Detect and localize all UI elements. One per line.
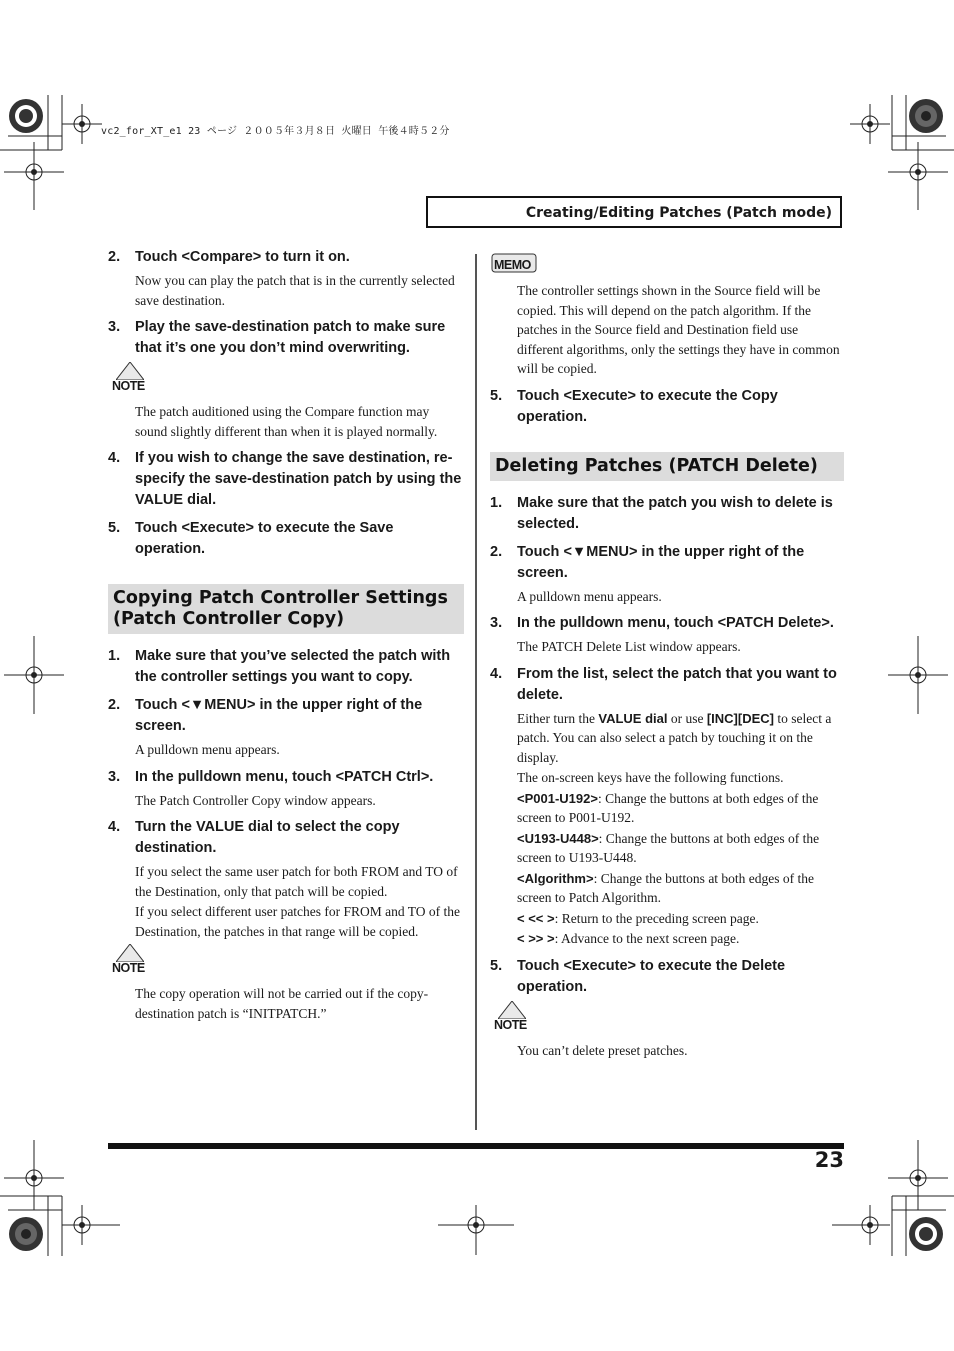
step-number: 5. <box>490 387 503 404</box>
step-number: 4. <box>108 819 121 835</box>
step-item <box>490 542 844 607</box>
print-slug: vc2_for_XT_e1 23 ページ ２００５年３月８日 火曜日 午後４時５２分 <box>101 126 450 137</box>
step-number: 2. <box>108 249 121 265</box>
key-description: < >> >: Advance to the next screen page. <box>517 931 740 946</box>
step-item <box>108 695 464 760</box>
right-column <box>490 252 844 1060</box>
key-description: <U193-U448>: Change the buttons at both edges of the screen to U193-U448. <box>517 830 820 865</box>
left-column <box>108 247 464 1023</box>
step-item <box>108 317 464 359</box>
step-instruction: Make sure that the patch you wish to delete is selected. <box>517 494 833 532</box>
step-instruction: Play the save-destination patch to make sure that it’s one you don’t mind overwriting. <box>135 319 446 356</box>
step-instruction: Turn the VALUE dial to select the copy destination. <box>135 819 400 856</box>
step-instruction: Touch <▼MENU> in the upper right of the screen. <box>517 543 805 581</box>
step-instruction: In the pulldown menu, touch <PATCH Ctrl>. <box>135 768 434 785</box>
note-icon: NOTE <box>494 1018 527 1032</box>
note-icon: NOTE <box>112 961 145 975</box>
step-instruction: Touch <Compare> to turn it on. <box>135 249 350 265</box>
page-number: 23 <box>814 1148 844 1172</box>
step-number: 3. <box>490 615 503 631</box>
step-item <box>490 613 844 657</box>
step-item <box>108 646 464 688</box>
step-body: The PATCH Delete List window appears. <box>517 639 741 654</box>
footer-rule <box>108 1143 844 1149</box>
step-number: 5. <box>108 520 121 536</box>
section-heading: Deleting Patches (PATCH Delete) <box>490 452 844 481</box>
step-item <box>490 664 844 949</box>
step-item <box>490 386 844 428</box>
memo-icon: MEMO <box>494 258 531 272</box>
step-instruction: Touch <Execute> to execute the Save operation. <box>135 520 394 557</box>
step-item <box>108 247 464 310</box>
key-description: <Algorithm>: Change the buttons at both edges of the screen to Patch Algorithm. <box>517 870 815 905</box>
key-description: < << >: Return to the preceding screen page. <box>517 910 759 926</box>
note-text: You can’t delete preset patches. <box>517 1042 688 1058</box>
section-heading: Copying Patch Controller Settings (Patch Controller Copy) <box>108 584 464 634</box>
step-body: A pulldown menu appears. <box>517 588 662 604</box>
inc-dec-label: [INC][DEC] <box>706 710 774 726</box>
step-number: 2. <box>108 697 121 713</box>
step-item <box>490 493 844 535</box>
step-instruction: Touch <▼MENU> in the upper right of the screen. <box>135 697 423 734</box>
step-number: 4. <box>490 665 503 682</box>
step-item <box>108 767 464 811</box>
step-body: Now you can play the patch that is in the currently selected save destination. <box>135 273 455 308</box>
step-number: 2. <box>490 543 503 560</box>
memo-text: The controller settings shown in the Source field will be copied. This will depend on the patch algorithm. If the patches in the Source field and Destination field use different algorithms, only the settings they have in common will be copied. <box>517 283 840 376</box>
step-item <box>490 956 844 998</box>
key-description: <P001-U192>: Change the buttons at both edges of the screen to P001-U192. <box>517 790 819 825</box>
step-number: 3. <box>108 319 121 335</box>
step-body: If you select different user patches for FROM and TO of the Destination, the patches in that range will be copied. <box>135 904 461 939</box>
step-instruction: In the pulldown menu, touch <PATCH Delete>. <box>517 615 834 631</box>
step-body: The Patch Controller Copy window appears. <box>135 792 376 808</box>
step-item <box>108 817 464 941</box>
column-divider <box>475 254 477 1130</box>
note-icon: NOTE <box>112 379 145 393</box>
value-dial-label: VALUE dial <box>598 710 668 726</box>
step-body: A pulldown menu appears. <box>135 742 280 757</box>
step-instruction: Touch <Execute> to execute the Delete operation. <box>517 957 786 995</box>
step-body: If you select the same user patch for both FROM and TO of the Destination, only that patch will be copied. <box>135 864 458 899</box>
step-item <box>108 518 464 560</box>
step-instruction: From the list, select the patch that you want to delete. <box>517 665 837 703</box>
step-instruction: Make sure that you’ve selected the patch with the controller settings you want to copy. <box>135 648 451 685</box>
step-instruction: If you wish to change the save destination, re-specify the save-destination patch by using the VALUE dial. <box>135 450 462 508</box>
step-number: 4. <box>108 450 121 466</box>
step-item <box>108 448 464 511</box>
step-body: Either turn the VALUE dial or use [INC][DEC] to select a patch. You can also select a patch by touching it on the display. <box>517 710 832 765</box>
step-number: 1. <box>490 494 503 511</box>
section-tab: Creating/Editing Patches (Patch mode) <box>426 196 842 228</box>
step-body: The on-screen keys have the following functions. <box>517 770 784 785</box>
step-number: 1. <box>108 648 121 664</box>
step-number: 3. <box>108 768 121 785</box>
note-text: The copy operation will not be carried out if the copy-destination patch is “INITPATCH.” <box>135 986 429 1021</box>
step-instruction: Touch <Execute> to execute the Copy operation. <box>517 387 778 425</box>
note-text: The patch auditioned using the Compare function may sound slightly different than when it is played normally. <box>135 404 438 439</box>
step-number: 5. <box>490 957 503 974</box>
